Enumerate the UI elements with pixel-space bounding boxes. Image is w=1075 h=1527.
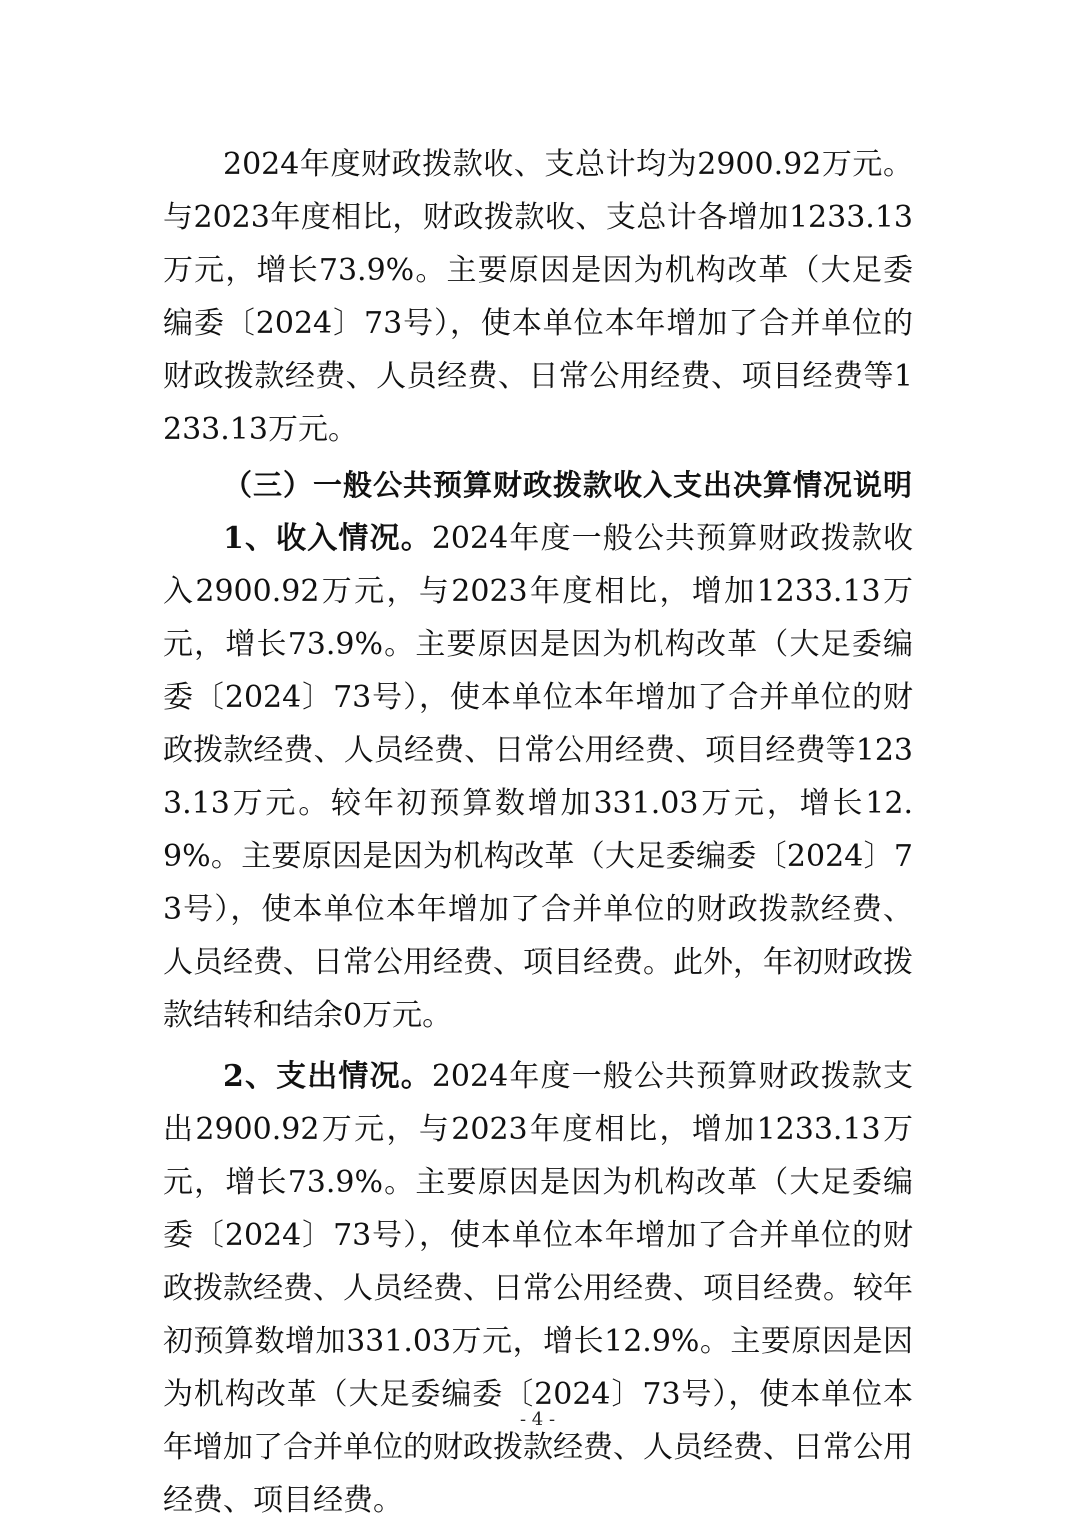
page-number: - 4 -: [519, 1409, 556, 1430]
document-body: [163, 138, 913, 1527]
expenditure-lead: 2、支出情况。: [223, 1059, 432, 1094]
income-lead: 1、收入情况。: [223, 521, 432, 556]
expenditure-text: 2024年度一般公共预算财政拨款支出2900.92万元，与2023年度相比，增加1233.13万元，增长73.9%。主要原因是因为机构改革（大足委编委〔2024〕73号），使本单位本年增加了合并单位的财政拨款经费、人员经费、日常公用经费、项目经费。较年初预算数增加331.03万元，增长12.9%。主要原因是因为机构改革（大足委编委〔2024〕73号），使本单位本年增加了合并单位的财政拨款经费、人员经费、日常公用经费、项目经费。: [163, 1059, 913, 1518]
income-text: 2024年度一般公共预算财政拨款收入2900.92万元，与2023年度相比，增加1233.13万元，增长73.9%。主要原因是因为机构改革（大足委编委〔2024〕73号），使本单位本年增加了合并单位的财政拨款经费、人员经费、日常公用经费、项目经费等1233.13万元。较年初预算数增加331.03万元，增长12.9%。主要原因是因为机构改革（大足委编委〔2024〕73号），使本单位本年增加了合并单位的财政拨款经费、人员经费、日常公用经费、项目经费。此外，年初财政拨款结转和结余0万元。: [163, 521, 913, 1033]
section-heading: （三）一般公共预算财政拨款收入支出决算情况说明: [223, 468, 914, 502]
paragraph-total-summary: 2024年度财政拨款收、支总计均为2900.92万元。与2023年度相比，财政拨款收、支总计各增加1233.13万元，增长73.9%。主要原因是因为机构改革（大足委编委〔2024〕73号），使本单位本年增加了合并单位的财政拨款经费、人员经费、日常公用经费、项目经费等1233.13万元。: [163, 147, 913, 447]
paragraph-income: [163, 512, 913, 1042]
paragraph-expenditure: [163, 1050, 913, 1527]
paragraph-gap: [163, 1042, 913, 1050]
